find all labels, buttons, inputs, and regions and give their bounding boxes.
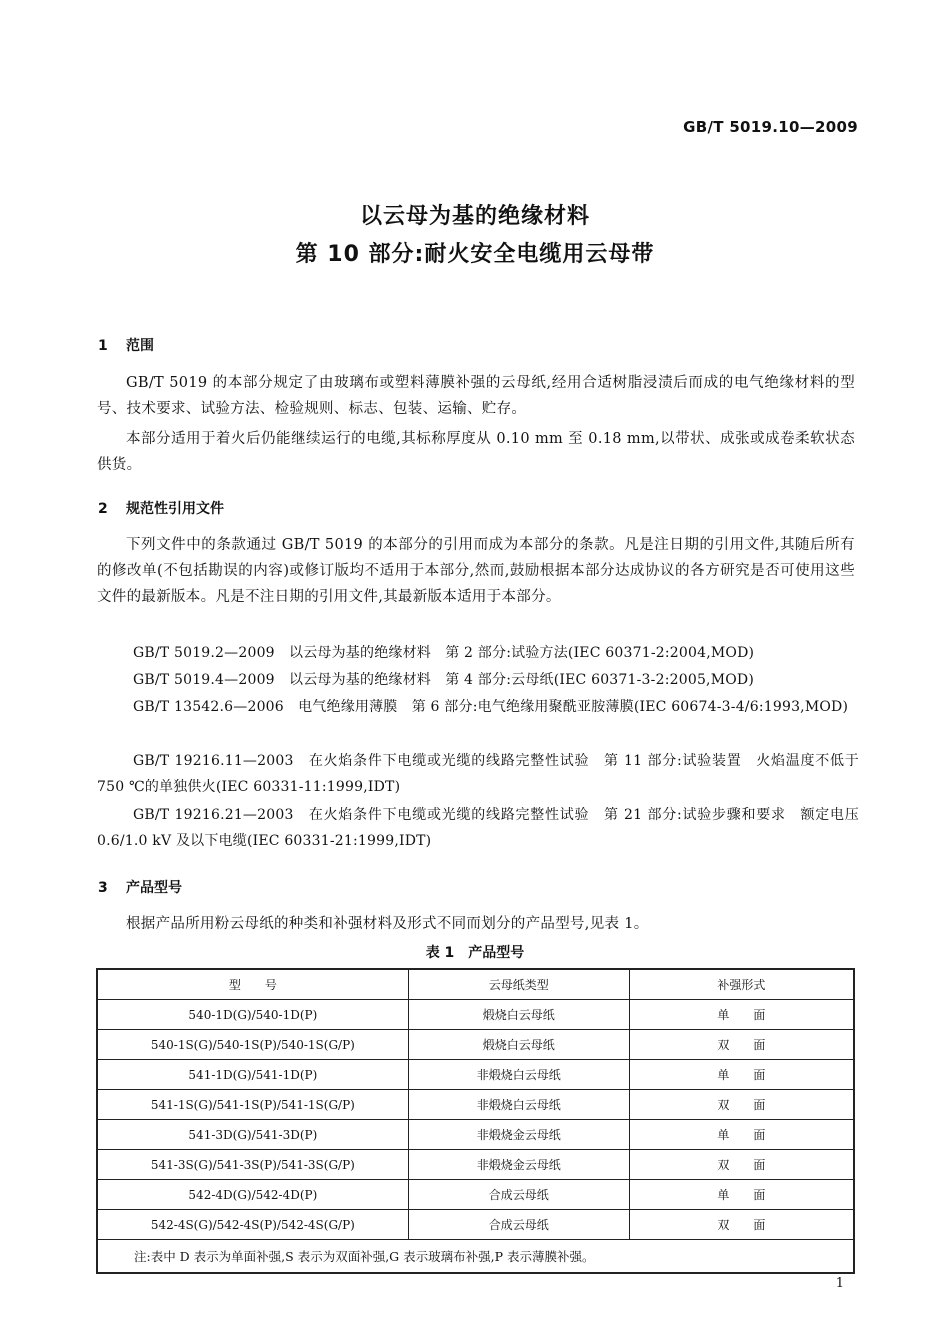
section-2-heading [98, 498, 224, 518]
model-cell: 541-3S(G)/541-3S(P)/541-3S(G/P) [97, 1150, 408, 1180]
model-cell: 542-4D(G)/542-4D(P) [97, 1180, 408, 1210]
header-reinforcement: 补强形式 [629, 969, 854, 1000]
section-1-paragraph-2: 本部分适用于着火后仍能继续运行的电缆,其标称厚度从 0.10 mm 至 0.18 mm,以带状、成张或成卷柔软状态供货。 [97, 431, 855, 473]
table-note-row [97, 1240, 854, 1274]
mica-type-cell: 非煅烧金云母纸 [408, 1120, 629, 1150]
reference-item: GB/T 5019.2—2009 以云母为基的绝缘材料 第 2 部分:试验方法(IEC 60371-2:2004,MOD) [133, 645, 755, 661]
product-model-table [96, 968, 855, 1274]
mica-type-cell: 合成云母纸 [408, 1210, 629, 1240]
reference-item: GB/T 13542.6—2006 电气绝缘用薄膜 第 6 部分:电气绝缘用聚酰亚胺薄膜(IEC 60674-3-4/6:1993,MOD) [133, 699, 849, 715]
reference-item: GB/T 19216.11—2003 在火焰条件下电缆或光缆的线路完整性试验 第 11 部分:试验装置 火焰温度不低于 750 ℃的单独供火(IEC 60331-11:1999,IDT) [97, 753, 859, 795]
table-row [97, 1000, 854, 1030]
reinforcement-cell: 双 面 [629, 1090, 854, 1120]
model-cell: 540-1D(G)/540-1D(P) [97, 1000, 408, 1030]
mica-type-cell: 非煅烧白云母纸 [408, 1060, 629, 1090]
section-2-paragraph-1: 下列文件中的条款通过 GB/T 5019 的本部分的引用而成为本部分的条款。凡是注日期的引用文件,其随后所有的修改单(不包括勘误的内容)或修订版均不适用于本部分,然而,鼓励根据本部分达成协议的各方研究是否可使用这些文件的最新版本。凡是不注日期的引用文件,其最新版本适用于本部分。 [97, 537, 855, 605]
reinforcement-cell: 单 面 [629, 1000, 854, 1030]
reference-item: GB/T 5019.4—2009 以云母为基的绝缘材料 第 4 部分:云母纸(IEC 60371-3-2:2005,MOD) [133, 672, 754, 688]
section-title: 产品型号 [126, 880, 182, 896]
mica-type-cell: 煅烧白云母纸 [408, 1030, 629, 1060]
standard-number: GB/T 5019.10—2009 [683, 118, 858, 136]
mica-type-cell: 煅烧白云母纸 [408, 1000, 629, 1030]
model-cell: 541-3D(G)/541-3D(P) [97, 1120, 408, 1150]
header-mica-paper-type: 云母纸类型 [408, 969, 629, 1000]
mica-type-cell: 非煅烧白云母纸 [408, 1090, 629, 1120]
section-title: 规范性引用文件 [126, 501, 224, 517]
section-3-heading [98, 877, 182, 897]
section-number: 2 [98, 501, 108, 517]
model-cell: 541-1D(G)/541-1D(P) [97, 1060, 408, 1090]
model-cell: 540-1S(G)/540-1S(P)/540-1S(G/P) [97, 1030, 408, 1060]
section-3-paragraph-1: 根据产品所用粉云母纸的种类和补强材料及形式不同而划分的产品型号,见表 1。 [126, 916, 649, 932]
model-cell: 542-4S(G)/542-4S(P)/542-4S(G/P) [97, 1210, 408, 1240]
mica-type-cell: 合成云母纸 [408, 1180, 629, 1210]
model-cell: 541-1S(G)/541-1S(P)/541-1S(G/P) [97, 1090, 408, 1120]
title-line-1: 以云母为基的绝缘材料 [359, 204, 590, 229]
section-number: 1 [98, 338, 108, 354]
section-number: 3 [98, 880, 108, 896]
title-line-2: 第 10 部分:耐火安全电缆用云母带 [295, 242, 655, 267]
reinforcement-cell: 单 面 [629, 1180, 854, 1210]
reinforcement-cell: 双 面 [629, 1210, 854, 1240]
table-row [97, 1120, 854, 1150]
reference-item: GB/T 19216.21—2003 在火焰条件下电缆或光缆的线路完整性试验 第 21 部分:试验步骤和要求 额定电压 0.6/1.0 kV 及以下电缆(IEC 60331-21:1999,IDT) [97, 807, 859, 849]
table-header-row [97, 969, 854, 1000]
mica-type-cell: 非煅烧金云母纸 [408, 1150, 629, 1180]
table-note: 注:表中 D 表示为单面补强,S 表示为双面补强,G 表示玻璃布补强,P 表示薄膜补强。 [97, 1240, 854, 1274]
table-row [97, 1090, 854, 1120]
table-row [97, 1180, 854, 1210]
page-number: 1 [835, 1276, 844, 1291]
reinforcement-cell: 双 面 [629, 1030, 854, 1060]
header-model: 型 号 [97, 969, 408, 1000]
reinforcement-cell: 单 面 [629, 1120, 854, 1150]
table-row [97, 1210, 854, 1240]
section-1-paragraph-1: GB/T 5019 的本部分规定了由玻璃布或塑料薄膜补强的云母纸,经用合适树脂浸渍后而成的电气绝缘材料的型号、技术要求、试验方法、检验规则、标志、包装、运输、贮存。 [97, 375, 855, 417]
table-row [97, 1060, 854, 1090]
table-row [97, 1030, 854, 1060]
section-title: 范围 [126, 338, 154, 354]
reinforcement-cell: 双 面 [629, 1150, 854, 1180]
document-title [0, 198, 950, 274]
reinforcement-cell: 单 面 [629, 1060, 854, 1090]
table-1-title: 表 1 产品型号 [425, 945, 525, 961]
section-1-heading [98, 335, 154, 355]
table-row [97, 1150, 854, 1180]
